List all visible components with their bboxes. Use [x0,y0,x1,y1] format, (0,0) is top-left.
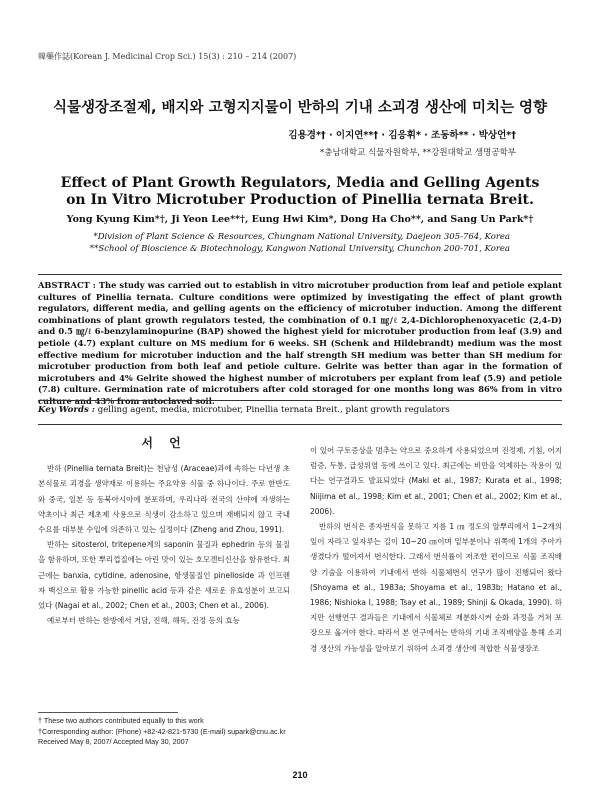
right-paragraph-2: 반하의 번식은 종자번식을 못하고 지름 1 ㎝ 정도의 알뿌리에서 1~2개의 잎이 자라고 잎자루는 길이 10~20 ㎝이며 밑부분이나 위쪽에 1개의 주아가 생겼다가 떨어져서 번식한다. 그래서 번식률이 저조한 편이므로 식물 조직배양 기술을 이용하여 기내에서 반하 식물체번식 연구가 많이 진행되어 왔다 (Shoyama et al., 1983a; Shoyama et al., 1983b; Hatano et al., 1986; Nishioka I, 1988; Tsay et al., 1989; Shinji & Okada, 1990). 하지만 선행연구 결과들은 기내에서 식물체로 재분화시켜 순화 과정을 거쳐 포장으로 옮겨야 한다. 따라서 본 연구에서는 반하의 기내 조직배양을 통해 소괴경 생산의 가능성을 알아보기 위하여 소괴경 생산에 적합한 식물생장조 [310,522,562,653]
english-title-line1: Effect of Plant Growth Regulators, Media and Gelling Agents [60,175,540,191]
korean-title: 식물생장조절제, 배지와 고형지지물이 반하의 기내 소괴경 생산에 미치는 영향 [52,100,548,116]
footnote-rule [38,712,178,713]
english-affiliations [90,231,510,255]
english-title [0,175,600,209]
korean-affiliations: *충남대학교 식물자원학부, **강원대학교 생명공학부 [320,148,516,158]
section-heading: 서 언 [141,436,187,450]
left-paragraph-3: 예로부터 반하는 한방에서 거담, 진해, 해독, 진정 등의 효능 [47,616,240,626]
english-affiliation-1: *Division of Plant Science & Resources, Chungnam National University, Daejeon 305-764, Korea [93,232,510,242]
keywords-list: gelling agent, media, microtuber, Pinellia ternata Breit., plant growth regulators [97,405,450,415]
footnote-equal-contribution: † These two authors contributed equally to this work [38,716,204,725]
right-column [310,443,562,656]
english-title-line2: on In Vitro Microtuber Production of Pinellia ternata Breit. [66,192,534,208]
keywords [38,405,562,415]
right-paragraph-1: 이 있어 구토증상을 멈추는 약으로 중요하게 사용되었으며 진정제, 기침, 어지럼증, 두통, 급성위염 등에 쓰이고 있다. 최근에는 비만을 억제하는 작용이 있다는 연구결과도 발표되었다 (Maki et al., 1987; Kurata et al., 1998; Niijima et al., 1998; Kim et al., 2001; Chen et al., 2002; Kim et al., 2006). [310,446,562,516]
english-authors: Yong Kyung Kim*†, Ji Yeon Lee**†, Eung Hwi Kim*, Dong Ha Cho**, and Sang Un Park*† [66,214,534,225]
footnote-received: Received May 8, 2007/ Accepted May 30, 2007 [38,737,189,746]
abstract-top-rule [38,274,562,275]
page-number: 210 [292,770,308,780]
left-column [38,436,290,628]
footnotes [38,716,338,748]
english-affiliation-2: **School of Bioscience & Biotechnology, Kangwon National University, Chunchon 200-701, Korea [89,244,510,254]
journal-reference: 韓藥作誌(Korean J. Medicinal Crop Sci.) 15(3) : 210 – 214 (2007) [38,52,297,61]
left-paragraph-2: 반하는 sitosterol, tritepene계의 saponin 물질과 ephedrin 등의 물질을 함유하며, 또한 뿌리껍질에는 아린 맛이 있는 호모겐티신산을 함유한다. 최근에는 banxia, cytidine, adenosine, 항생물질인 pinelloside 과 인프렌자 백신으로 활용 가능한 pinellic acid 등과 같은 새로운 유효성분이 보고되었다 (Nagai et al., 2002; Chen et al., 2003; Chen et al., 2006). [38,540,290,611]
keywords-bottom-rule [38,424,562,425]
korean-authors: 김용경*† · 이지연**† · 김응휘* · 조동하** · 박상언*† [288,130,516,141]
abstract-bottom-rule [38,400,562,401]
keywords-label: Key Words : [38,405,95,415]
abstract-text: ABSTRACT : The study was carried out to establish in vitro microtuber production from leaf and petiole explant cultures of Pinellia ternata. Culture conditions were optimized by investigating the effect of plant growth regulators, different media, and gelling agents on the efficiency of microtuber induction. Among the different combinations of plant growth regulators tested, the combination of 0.1 ㎎/ℓ 2,4-Dichlorophenoxyacetic (2,4-D) and 0.5 ㎎/ℓ 6-benzylaminopurine (BAP) showed the highest yield for microtuber production from leaf (3.9) and petiole (4.7) explant culture on MS medium for 6 weeks. SH (Schenk and Hildebrandt) medium was the most effective medium for microtuber induction and the half strength SH medium was better than SH medium for microtuber production from both leaf and petiole culture. Gelrite was better than agar in the formation of microtubers and 4% Gelrite showed the highest number of microtubers per explant from leaf (5.9) and petiole (7.8) culture. Germination rate of microtubers after cold storaged for one months long was 86% from in vitro [38,280,562,395]
left-paragraph-1: 반하 (Pinellia ternata Breit)는 천남성 (Araceae)과에 속하는 다년생 초본식물로 괴경을 생약재로 이용하는 주요약용 식물 중 하나이다. 주로 한반도와 중국, 일본 등 동북아시아에 분포하며, 우리나라 전국의 산야에 자생하는 약초이나 최근 제초제 사용으로 식생이 감소하고 있으며 재배되지 않고 국내 수요를 대부분 수입에 의존하고 있는 실정이다 (Zheng and Zhou, 1991). [38,464,290,535]
footnote-corresponding-author: †Corresponding author: (Phone) +82-42-821-5730 (E-mail) supark@cnu.ac.kr [38,726,286,736]
